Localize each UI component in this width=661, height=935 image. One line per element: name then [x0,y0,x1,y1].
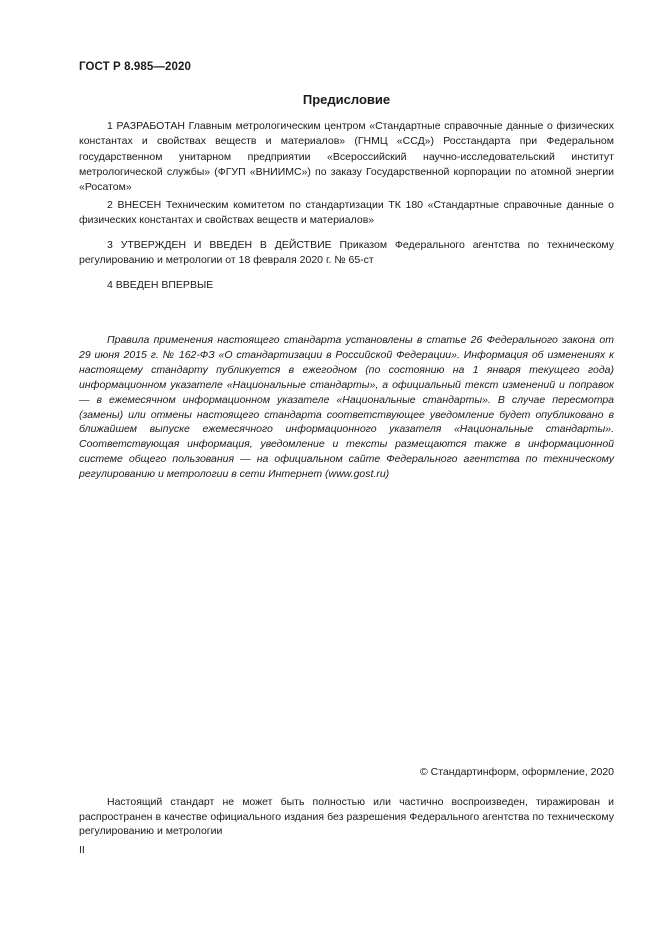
paragraph-submitted: 2 ВНЕСЕН Техническим комитетом по стандартизации ТК 180 «Стандартные справочные данные о физических константах и свойствах веществ и материалов» [79,199,614,227]
reproduction-notice: Настоящий стандарт не может быть полностью или частично воспроизведен, тиражирован и распространен в качестве официального издания без разрешения Федерального агентства по техническому регулированию и метрологии [79,796,614,838]
page-number: II [79,844,85,856]
application-rules-notice: Правила применения настоящего стандарта установлены в статье 26 Федерального закона от 29 июня 2015 г. № 162-ФЗ «О стандартизации в Российской Федерации». Информация об изменениях к настоящему стандарту публикуется в ежегодном (по состоянию на 1 января текущего года) информационном указателе «Национальные стандарты», а официальный текст изменений и поправок — в ежемесячном информационном указателе «Национальные стандарты». В случае пересмотра (замены) или отмены настоящего стандарта соответствующее уведомление будет опубликовано в ближайшем выпуске ежемесячного информационного указателя «Национальные стандарты». Соответствующая информация, уведомление и тексты размещаются также в информационной системе общего пользования — на официальном сайте Федерального агентства по техническому регулированию и метрологии в сети Интернет (www.gost.ru) [79,334,614,481]
section-title [0,92,661,107]
paragraph-developed: 1 РАЗРАБОТАН Главным метрологическим центром «Стандартные справочные данные о физических константах и свойствах веществ и материалов» (ГНМЦ «ССД») Росстандарта при Федеральном государственном унитарном предприятии «Всероссийский научно-исследовательский институт метрологической службы» (ФГУП «ВНИИМС») по заказу Государственной корпорации по атомной энергии «Росатом» [79,120,614,194]
section-title-text: Предисловие [302,92,391,107]
standard-id: ГОСТ Р 8.985—2020 [79,61,191,73]
copyright-line: © Стандартинформ, оформление, 2020 [419,766,614,778]
paragraph-introduced: 4 ВВЕДЕН ВПЕРВЫЕ [107,279,214,291]
paragraph-approved: 3 УТВЕРЖДЕН И ВВЕДЕН В ДЕЙСТВИЕ Приказом Федерального агентства по техническому регулированию и метрологии от 18 февраля 2020 г. № 65-ст [79,239,614,267]
